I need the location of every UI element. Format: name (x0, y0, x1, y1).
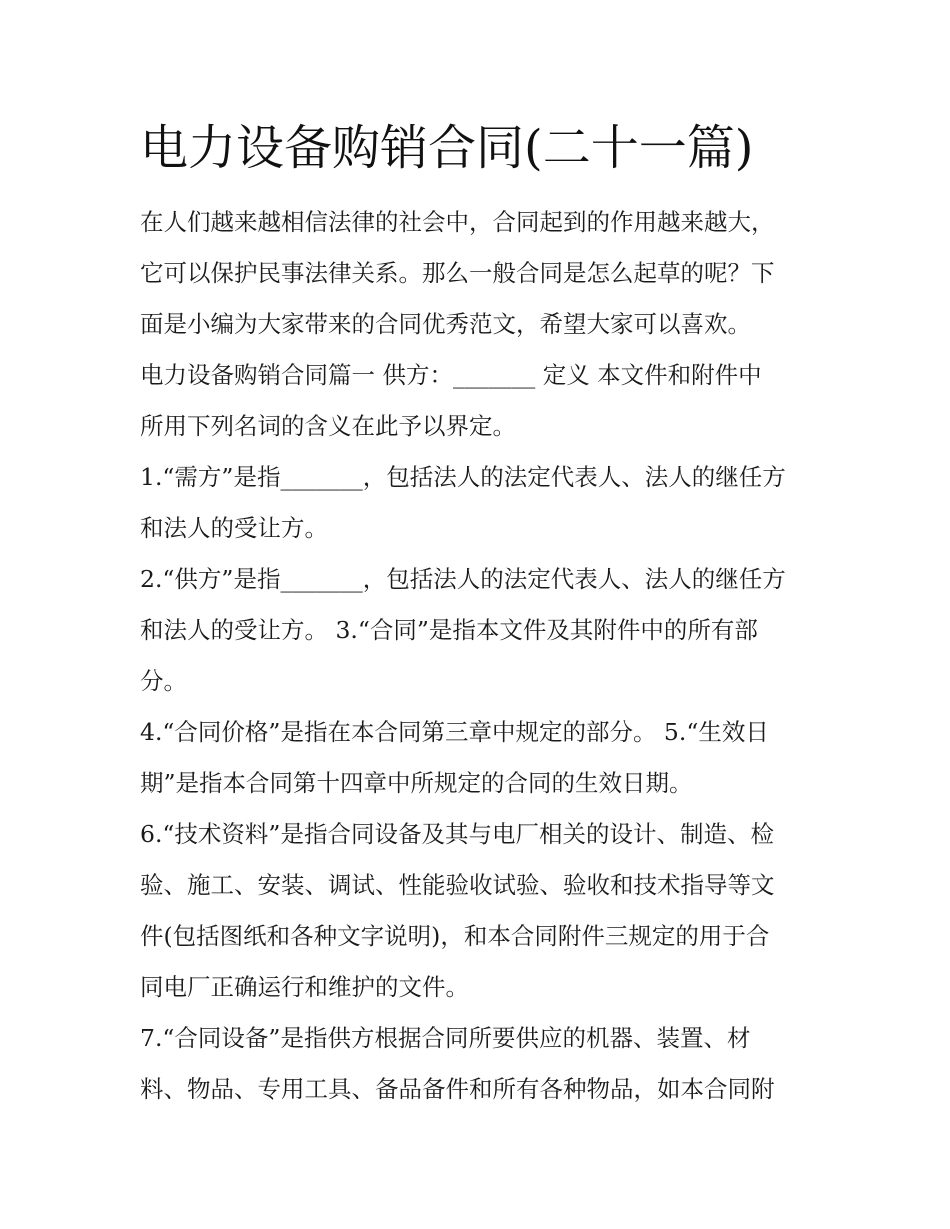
document-title: 电力设备购销合同(二十一篇) (140, 120, 754, 176)
body-line-2: 它可以保护民事法律关系。那么一般合同是怎么起草的呢？下 (140, 259, 775, 287)
body-line-3: 面是小编为大家带来的合同优秀范文，希望大家可以喜欢。 (140, 310, 751, 338)
body-line-10: 分。 (140, 667, 187, 695)
body-line-4: 电力设备购销合同篇一 供方：_______ 定义 本文件和附件中 (140, 361, 762, 389)
body-line-7: 和法人的受让方。 (140, 514, 328, 542)
body-line-1: 在人们越来越相信法律的社会中，合同起到的作用越来越大， (140, 208, 775, 236)
body-line-16: 同电厂正确运行和维护的文件。 (140, 973, 469, 1001)
body-line-17: 7.“合同设备”是指供方根据合同所要供应的机器、装置、材 (140, 1024, 751, 1052)
body-line-11: 4.“合同价格”是指在本合同第三章中规定的部分。 5.“生效日 (140, 718, 769, 746)
body-line-18: 料、物品、专用工具、备品备件和所有各种物品，如本合同附 (140, 1075, 775, 1103)
body-line-8: 2.“供方”是指_______，包括法人的法定代表人、法人的继任方 (140, 565, 786, 593)
body-line-9: 和法人的受让方。 3.“合同”是指本文件及其附件中的所有部 (140, 616, 758, 644)
body-line-14: 验、施工、安装、调试、性能验收试验、验收和技术指导等文 (140, 871, 775, 899)
body-line-15: 件(包括图纸和各种文字说明)，和本合同附件三规定的用于合 (140, 922, 770, 950)
body-line-6: 1.“需方”是指_______，包括法人的法定代表人、法人的继任方 (140, 463, 786, 491)
body-line-5: 所用下列名词的含义在此予以界定。 (140, 412, 516, 440)
body-line-13: 6.“技术资料”是指合同设备及其与电厂相关的设计、制造、检 (140, 820, 774, 848)
body-line-12: 期”是指本合同第十四章中所规定的合同的生效日期。 (140, 769, 693, 797)
document-body (140, 197, 820, 1115)
